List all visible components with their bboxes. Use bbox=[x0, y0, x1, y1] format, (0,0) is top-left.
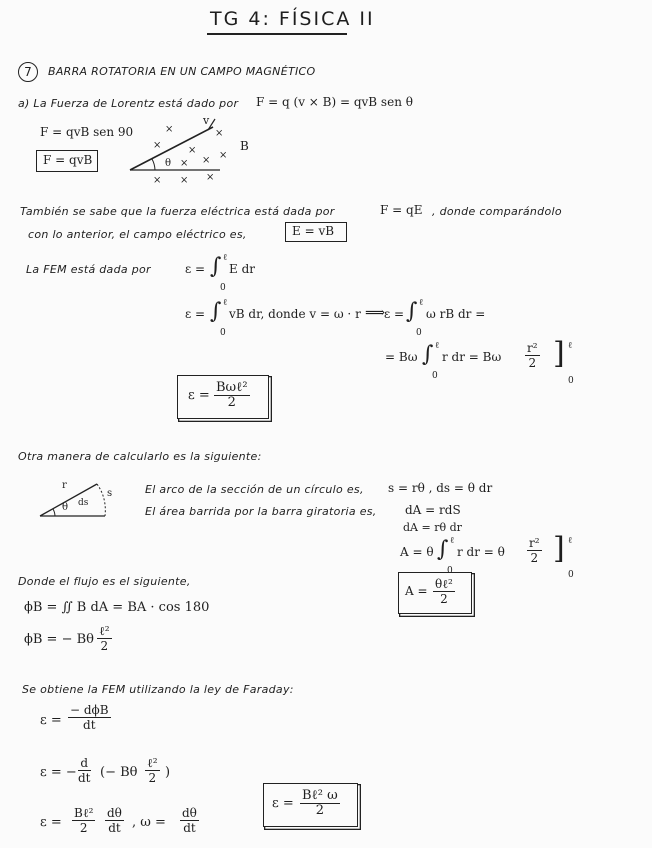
fem-intro: La FEM está dada por bbox=[26, 263, 151, 276]
fraction-numerator: Bωℓ² bbox=[216, 380, 248, 395]
faraday3-fraction bbox=[72, 806, 95, 835]
evaluation-bracket: ] bbox=[553, 336, 565, 371]
fraction-denominator: 2 bbox=[100, 639, 109, 653]
field-label: B bbox=[240, 139, 249, 153]
fraction-denominator: dt bbox=[108, 821, 121, 835]
area-result-lhs: A = bbox=[405, 584, 428, 598]
arc-label: s bbox=[107, 488, 113, 499]
integral-lower: 0 bbox=[220, 328, 226, 338]
force-sen90: F = qvB sen 90 bbox=[40, 125, 134, 139]
area-equation: dA = rdS bbox=[405, 503, 461, 517]
faraday3-mid: , ω = bbox=[132, 815, 166, 830]
fraction-denominator: 2 bbox=[440, 592, 448, 606]
arc-equation: s = rθ , ds = θ dr bbox=[388, 481, 493, 495]
area-integral-lhs: A = θ bbox=[400, 545, 434, 559]
faraday-intro: Se obtiene la FEM utilizando la ley de Faraday: bbox=[22, 683, 294, 696]
force-result: F = qvB bbox=[43, 153, 93, 167]
integral-lower: 0 bbox=[220, 283, 226, 293]
bracket-upper: ℓ bbox=[568, 341, 573, 351]
fraction-numerator: r² bbox=[529, 536, 540, 550]
velocity-label: v bbox=[203, 114, 210, 127]
fraction-denominator: 2 bbox=[530, 551, 539, 565]
lorentz-intro: a) La Fuerza de Lorentz está dado por bbox=[18, 97, 239, 110]
fraction-denominator: 2 bbox=[79, 821, 88, 835]
area-result-fraction bbox=[433, 577, 455, 606]
cross-mark: × bbox=[180, 175, 189, 186]
faraday2-lhs: ε = − bbox=[40, 765, 77, 780]
flux2-fraction bbox=[97, 624, 112, 653]
page-title: TG 4: FÍSICA II bbox=[210, 8, 375, 30]
fem-lhs: ε = bbox=[185, 262, 206, 276]
fraction-numerator: θℓ² bbox=[435, 577, 453, 591]
integral-upper: ℓ bbox=[435, 341, 440, 351]
integral-sign: ∫ bbox=[437, 537, 449, 562]
electric-line2: con lo anterior, el campo eléctrico es, bbox=[28, 228, 247, 241]
fem2-lhs: ε = bbox=[185, 307, 206, 321]
fem-result-lhs: ε = bbox=[188, 388, 210, 403]
integral-sign: ∫ bbox=[406, 299, 418, 324]
fem-integrand: E dr bbox=[229, 262, 255, 276]
integral-upper: ℓ bbox=[450, 536, 455, 546]
cross-mark: × bbox=[202, 155, 211, 166]
fraction-denominator: dt bbox=[183, 821, 196, 835]
title-underline bbox=[207, 33, 347, 35]
theta-label: θ bbox=[62, 502, 69, 513]
fem3-fraction bbox=[525, 341, 540, 370]
fem-result-fraction bbox=[214, 381, 250, 410]
faraday2-mid: (− Bθ bbox=[100, 765, 138, 780]
fem3-lhs: = Bω bbox=[385, 350, 418, 364]
faraday1-fraction bbox=[68, 703, 111, 732]
area-integrand: r dr = θ bbox=[457, 545, 505, 559]
fraction-numerator: r² bbox=[527, 341, 538, 355]
problem-number: 7 bbox=[18, 62, 38, 82]
integral-upper: ℓ bbox=[419, 298, 424, 308]
omega-fraction bbox=[180, 806, 199, 835]
fem2-integrand2: ω rB dr = bbox=[426, 307, 486, 321]
faraday2-derivative bbox=[78, 756, 91, 785]
area-line: El área barrida por la barra giratoria es, bbox=[145, 505, 377, 518]
arc-line: El arco de la sección de un círculo es, bbox=[145, 483, 364, 496]
fraction-denominator: dt bbox=[83, 718, 96, 732]
fraction-numerator: Bℓ² bbox=[74, 806, 94, 820]
faraday3-derivative bbox=[105, 806, 124, 835]
evaluation-bracket: ] bbox=[553, 531, 565, 566]
implies-arrow: ⟹ bbox=[365, 305, 386, 321]
fraction-numerator: Bℓ² ω bbox=[302, 788, 338, 803]
theta-label: θ bbox=[165, 158, 172, 169]
electric-line1-end: , donde comparándolo bbox=[432, 205, 562, 218]
fraction-denominator: 2 bbox=[315, 803, 324, 818]
electric-force-eq: F = qE bbox=[380, 203, 423, 217]
faraday2-fraction bbox=[145, 756, 160, 785]
electric-field-box bbox=[285, 222, 347, 242]
integral-lower: 0 bbox=[416, 328, 422, 338]
cross-mark: × bbox=[219, 150, 228, 161]
integral-lower: 0 bbox=[432, 371, 438, 381]
cross-mark: × bbox=[180, 158, 189, 169]
radius-label: r bbox=[62, 480, 67, 491]
fraction-denominator: 2 bbox=[148, 771, 157, 785]
fraction-denominator: dt bbox=[78, 771, 91, 785]
fraction-numerator: ℓ² bbox=[147, 756, 158, 770]
fem2-rhs: ε = bbox=[384, 307, 405, 321]
force-result-box bbox=[36, 150, 98, 172]
faraday1-lhs: ε = bbox=[40, 713, 62, 728]
electric-field-result: E = vB bbox=[292, 224, 335, 238]
electric-line1: También se sabe que la fuerza eléctrica está dada por bbox=[20, 205, 335, 218]
fraction-denominator: 2 bbox=[227, 395, 236, 410]
fraction-denominator: 2 bbox=[528, 356, 537, 370]
integral-upper: ℓ bbox=[223, 298, 228, 308]
fraction-numerator: dθ bbox=[182, 806, 197, 820]
faraday3-lhs: ε = bbox=[40, 815, 62, 830]
cross-mark: × bbox=[165, 124, 174, 135]
integral-sign: ∫ bbox=[210, 299, 222, 324]
final-result-lhs: ε = bbox=[272, 796, 294, 811]
cross-mark: × bbox=[206, 172, 215, 183]
cross-mark: × bbox=[153, 175, 162, 186]
ds-label: ds bbox=[78, 498, 89, 508]
fraction-numerator: d bbox=[78, 756, 91, 771]
integral-lower: 0 bbox=[447, 566, 453, 576]
flux2-lhs: ϕB = − Bθ bbox=[24, 632, 94, 647]
fem2-integrand: vB dr, donde v = ω · r bbox=[229, 307, 361, 321]
fraction-numerator: − dϕB bbox=[70, 703, 109, 717]
fem-result-box bbox=[177, 375, 269, 419]
bracket-lower: 0 bbox=[568, 570, 574, 580]
final-result-fraction bbox=[300, 789, 340, 818]
bracket-upper: ℓ bbox=[568, 536, 573, 546]
da-equation: dA = rθ dr bbox=[403, 521, 462, 534]
flux-intro: Donde el flujo es el siguiente, bbox=[18, 575, 191, 588]
faraday2-end: ) bbox=[165, 765, 171, 780]
bracket-lower: 0 bbox=[568, 376, 574, 386]
cross-mark: × bbox=[153, 140, 162, 151]
area-fraction bbox=[527, 536, 542, 565]
fem3-integrand: r dr = Bω bbox=[442, 350, 502, 364]
alt-intro: Otra manera de calcularlo es la siguiente: bbox=[18, 450, 262, 463]
fraction-numerator: ℓ² bbox=[99, 624, 110, 638]
cross-mark: × bbox=[188, 145, 197, 156]
integral-upper: ℓ bbox=[223, 253, 228, 263]
cross-mark: × bbox=[215, 128, 224, 139]
lorentz-equation: F = q (v × B) = qvB sen θ bbox=[256, 95, 413, 109]
integral-sign: ∫ bbox=[422, 342, 434, 367]
final-result-box bbox=[263, 783, 358, 827]
fraction-numerator: dθ bbox=[107, 806, 122, 820]
problem-title: BARRA ROTATORIA EN UN CAMPO MAGNÉTICO bbox=[48, 65, 316, 78]
integral-sign: ∫ bbox=[210, 254, 222, 279]
flux-equation: ϕB = ∬ B dA = BA · cos 180 bbox=[24, 600, 210, 615]
area-result-box bbox=[398, 572, 472, 614]
